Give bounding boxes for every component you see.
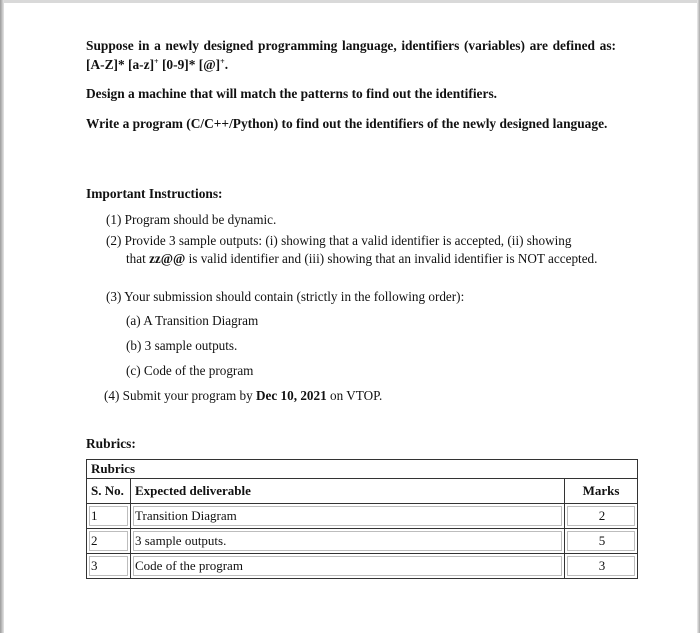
row-deliverable-text: 3 sample outputs. — [135, 533, 227, 548]
instruction-item-3c: (c) Code of the program — [126, 363, 254, 378]
table-row — [87, 554, 638, 579]
instruction-item-2-cont-pre: that — [126, 251, 150, 266]
instruction-item-3: (3) Your submission should contain (strictly in the following order): — [106, 289, 465, 304]
page-top-edge — [0, 0, 700, 3]
table-row — [87, 504, 638, 529]
instruction-item-4-post: on VTOP. — [326, 388, 383, 403]
instructions-heading: Important Instructions: — [86, 186, 223, 201]
row-marks — [565, 529, 638, 554]
statement-prefix: Suppose in a newly designed programming language, identifiers (variables) are defined as: — [86, 38, 616, 53]
row-marks-text: 3 — [598, 558, 606, 573]
design-task: Design a machine that will match the patterns to find out the identifiers. — [86, 86, 497, 101]
rubrics-table — [86, 459, 638, 579]
instruction-item-3a: (a) A Transition Diagram — [126, 313, 259, 328]
header-marks: Marks — [565, 479, 638, 504]
header-deliverable: Expected deliverable — [131, 479, 565, 504]
rubrics-caption-row — [87, 460, 638, 479]
row-deliverable — [131, 504, 565, 529]
instruction-item-2 — [106, 232, 616, 268]
row-marks-text: 5 — [598, 533, 606, 548]
row-sno-text: 1 — [91, 508, 98, 523]
rubrics-caption: Rubrics — [87, 460, 638, 479]
row-sno-text: 3 — [91, 558, 98, 573]
row-deliverable-text: Code of the program — [135, 558, 243, 573]
problem-statement — [86, 36, 616, 74]
row-sno — [87, 529, 131, 554]
page-left-edge — [0, 0, 4, 633]
instruction-item-4 — [104, 387, 382, 405]
example-identifier: zz@@ — [149, 251, 186, 266]
instruction-item-1: (1) Program should be dynamic. — [106, 212, 277, 227]
row-deliverable-text: Transition Diagram — [135, 508, 237, 523]
row-marks — [565, 554, 638, 579]
instruction-item-2-start: (2) Provide 3 sample outputs: (i) showing that a valid identifier is accepted, (ii) showing — [106, 233, 572, 248]
instruction-item-4-pre: (4) Submit your program by — [104, 388, 257, 403]
row-deliverable — [131, 529, 565, 554]
table-row — [87, 529, 638, 554]
pattern-end: . — [224, 57, 229, 72]
pattern-sup1: + — [154, 57, 159, 66]
pattern-sup2: + — [220, 57, 225, 66]
row-sno — [87, 504, 131, 529]
program-task: Write a program (C/C++/Python) to find out the identifiers of the newly designed language. — [86, 116, 608, 131]
row-marks-text: 2 — [598, 508, 606, 523]
row-sno-text: 2 — [91, 533, 98, 548]
header-sno: S. No. — [87, 479, 131, 504]
instruction-item-2-continuation — [106, 250, 616, 268]
instruction-item-3b: (b) 3 sample outputs. — [126, 338, 238, 353]
pattern-part2: [0-9]* [@] — [158, 57, 221, 72]
instruction-item-2-cont-post: is valid identifier and (iii) showing that an invalid identifier is NOT accepted. — [185, 251, 598, 266]
row-sno — [87, 554, 131, 579]
pattern-part1: [A-Z]* [a-z] — [86, 57, 155, 72]
row-deliverable — [131, 554, 565, 579]
rubrics-header-row — [87, 479, 638, 504]
submission-deadline: Dec 10, 2021 — [256, 388, 327, 403]
rubrics-title: Rubrics: — [86, 436, 136, 451]
row-marks — [565, 504, 638, 529]
